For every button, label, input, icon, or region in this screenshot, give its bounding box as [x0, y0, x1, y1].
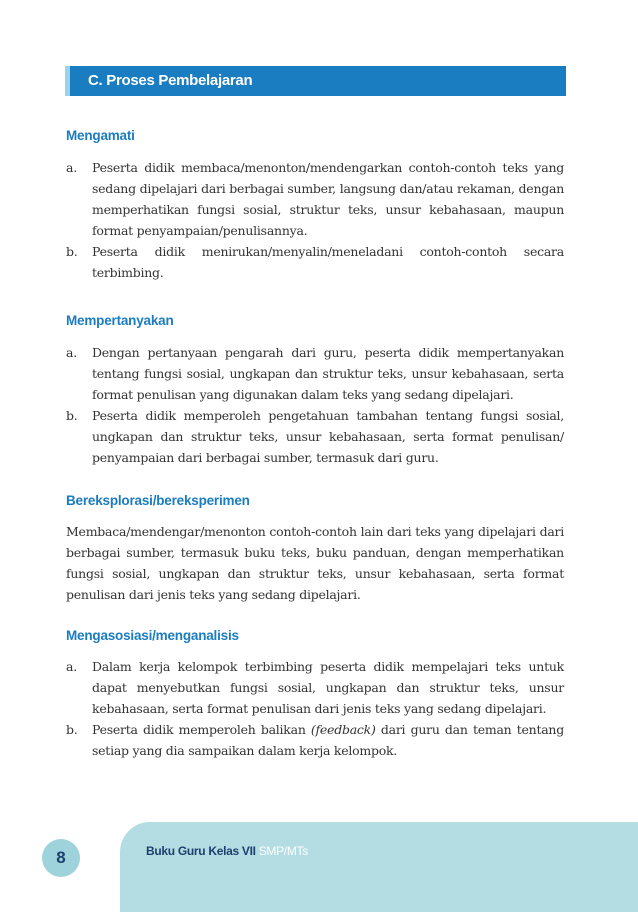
list-marker: b. [66, 244, 78, 259]
list-item [66, 241, 564, 283]
list-marker: a. [66, 345, 77, 360]
list-item-text: Dalam kerja kelompok terbimbing peserta didik mempelajari teks untuk dapat menyebutkan fungsi sosial, ungkapan dan struktur teks, unsur kebahasaan, serta format penulisan dari jenis teks yang sedang dipelajari. [92, 659, 564, 716]
paragraph-bereksplorasi: Membaca/mendengar/menonton contoh-contoh lain dari teks yang dipelajari dari berbagai sumber, termasuk buku teks, buku panduan, dengan memperhatikan fungsi sosial, ungkapan dan struktur teks, unsur kebahasaan, serta format penulisan dari jenis teks yang sedang dipelajari. [66, 524, 564, 602]
list-item-text-end: dari guru dan teman tentang setiap yang dia sampaikan dalam kerja kelompok. [92, 722, 564, 758]
list-item-text: Dengan pertanyaan pengarah dari guru, peserta didik mempertanyakan tentang fungsi sosial, ungkapan dan struktur teks, unsur kebahasaan, serta format penulisan yang digunakan dalam teks yang sedang dipelajari. [92, 345, 564, 402]
heading-mengamati: Mengamati [66, 128, 135, 143]
list-item [66, 656, 564, 719]
list-marker: a. [66, 659, 77, 674]
page-number: 8 [42, 839, 80, 877]
list-marker: a. [66, 160, 77, 175]
list-item [66, 719, 564, 761]
list-item-text: Peserta didik menirukan/menyalin/meneladani contoh-contoh secara terbimbing. [92, 244, 564, 280]
heading-bereksplorasi: Bereksplorasi/bereksperimen [66, 493, 250, 508]
list-item-text: Peserta didik memperoleh pengetahuan tambahan tentang fungsi sosial, ungkapan dan struktur teks, unsur kebahasaan, serta format penulisan/ penyampaian dari berbagai sumber, termasuk dari guru. [92, 408, 564, 465]
section-title: C. Proses Pembelajaran [88, 72, 253, 89]
feedback-term: (feedback) [310, 722, 376, 737]
heading-mengasosiasi: Mengasosiasi/menganalisis [66, 628, 239, 643]
footer-book-title: Buku Guru Kelas VII [146, 844, 256, 858]
heading-mempertanyakan: Mempertanyakan [66, 313, 174, 328]
list-marker: b. [66, 722, 78, 737]
list-item [66, 405, 564, 468]
list-item-text-start: Peserta didik memperoleh balikan [92, 722, 311, 737]
list-marker: b. [66, 408, 78, 423]
list-item [66, 342, 564, 405]
footer-book-level: SMP/MTs [255, 844, 308, 858]
list-mempertanyakan [66, 342, 564, 468]
list-item-text: Peserta didik membaca/menonton/mendengarkan contoh-contoh teks yang sedang dipelajari dari berbagai sumber, langsung dan/atau rekaman, dengan memperhatikan fungsi sosial, struktur teks, unsur kebahasaan, maupun format penyampaian/penulisannya. [92, 160, 564, 238]
list-mengasosiasi [66, 656, 564, 761]
footer-band [120, 822, 638, 912]
list-mengamati [66, 157, 564, 283]
list-item [66, 157, 564, 241]
footer-book-label [146, 844, 308, 858]
